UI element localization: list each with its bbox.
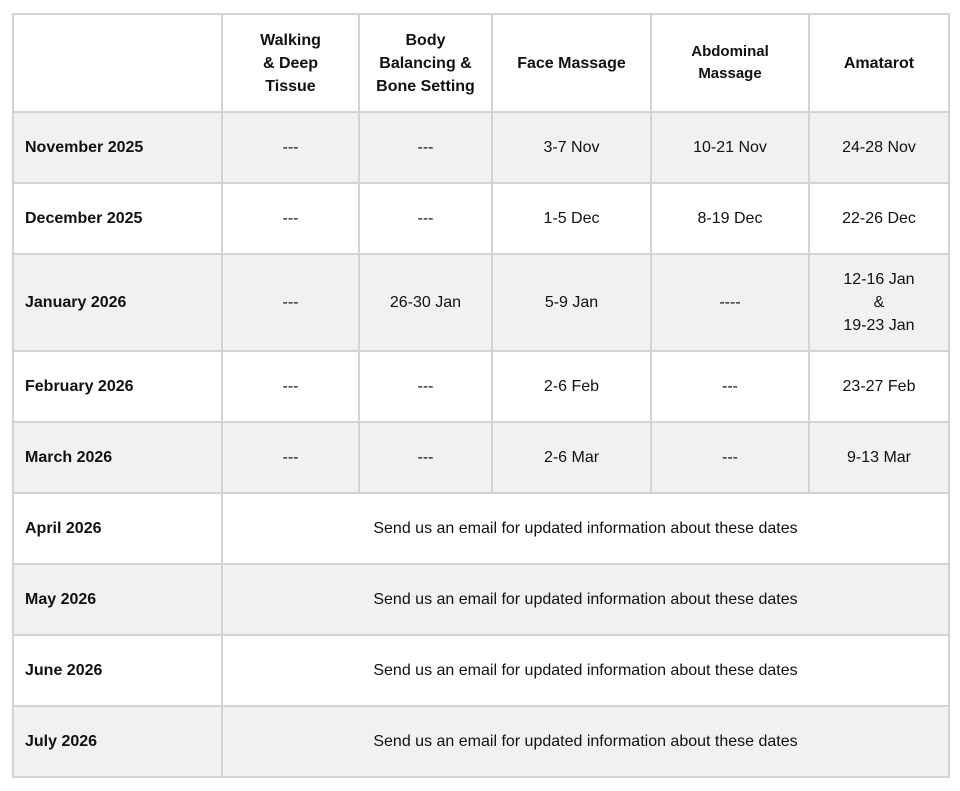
amatarot-cell: 22-26 Dec bbox=[809, 183, 949, 254]
table-row bbox=[13, 254, 949, 351]
month-label: February 2026 bbox=[13, 351, 222, 422]
abdominal-massage-cell: 10-21 Nov bbox=[651, 112, 809, 183]
face-massage-cell: 2-6 Feb bbox=[492, 351, 651, 422]
header-abdominal-massage: Abdominal Massage bbox=[651, 14, 809, 112]
email-note: Send us an email for updated information about these dates bbox=[222, 635, 949, 706]
walking-cell: --- bbox=[222, 422, 359, 493]
amatarot-cell: 12-16 Jan & 19-23 Jan bbox=[809, 254, 949, 351]
table-row bbox=[13, 351, 949, 422]
abdominal-massage-cell: 8-19 Dec bbox=[651, 183, 809, 254]
body-balancing-cell: --- bbox=[359, 422, 492, 493]
table-row bbox=[13, 635, 949, 706]
header-corner bbox=[13, 14, 222, 112]
month-label: December 2025 bbox=[13, 183, 222, 254]
month-label: November 2025 bbox=[13, 112, 222, 183]
email-note: Send us an email for updated information about these dates bbox=[222, 564, 949, 635]
body-balancing-cell: --- bbox=[359, 183, 492, 254]
month-label: June 2026 bbox=[13, 635, 222, 706]
walking-cell: --- bbox=[222, 351, 359, 422]
face-massage-cell: 5-9 Jan bbox=[492, 254, 651, 351]
amatarot-cell: 9-13 Mar bbox=[809, 422, 949, 493]
header-walking-deep-tissue: Walking & Deep Tissue bbox=[222, 14, 359, 112]
walking-cell: --- bbox=[222, 183, 359, 254]
amatarot-cell: 24-28 Nov bbox=[809, 112, 949, 183]
body-balancing-cell: --- bbox=[359, 112, 492, 183]
face-massage-cell: 2-6 Mar bbox=[492, 422, 651, 493]
walking-cell: --- bbox=[222, 112, 359, 183]
abdominal-massage-cell: ---- bbox=[651, 254, 809, 351]
header-body-balancing: Body Balancing & Bone Setting bbox=[359, 14, 492, 112]
month-label: July 2026 bbox=[13, 706, 222, 777]
month-label: March 2026 bbox=[13, 422, 222, 493]
email-note: Send us an email for updated information about these dates bbox=[222, 493, 949, 564]
table-row bbox=[13, 493, 949, 564]
abdominal-massage-cell: --- bbox=[651, 422, 809, 493]
table-row bbox=[13, 564, 949, 635]
email-note: Send us an email for updated information about these dates bbox=[222, 706, 949, 777]
body-balancing-cell: --- bbox=[359, 351, 492, 422]
face-massage-cell: 1-5 Dec bbox=[492, 183, 651, 254]
table-row bbox=[13, 183, 949, 254]
table-row bbox=[13, 422, 949, 493]
header-amatarot: Amatarot bbox=[809, 14, 949, 112]
month-label: January 2026 bbox=[13, 254, 222, 351]
amatarot-cell: 23-27 Feb bbox=[809, 351, 949, 422]
face-massage-cell: 3-7 Nov bbox=[492, 112, 651, 183]
header-row bbox=[13, 14, 949, 112]
body-balancing-cell: 26-30 Jan bbox=[359, 254, 492, 351]
abdominal-massage-cell: --- bbox=[651, 351, 809, 422]
header-face-massage: Face Massage bbox=[492, 14, 651, 112]
month-label: April 2026 bbox=[13, 493, 222, 564]
walking-cell: --- bbox=[222, 254, 359, 351]
table-row bbox=[13, 706, 949, 777]
table-row bbox=[13, 112, 949, 183]
month-label: May 2026 bbox=[13, 564, 222, 635]
schedule-table bbox=[12, 13, 950, 778]
